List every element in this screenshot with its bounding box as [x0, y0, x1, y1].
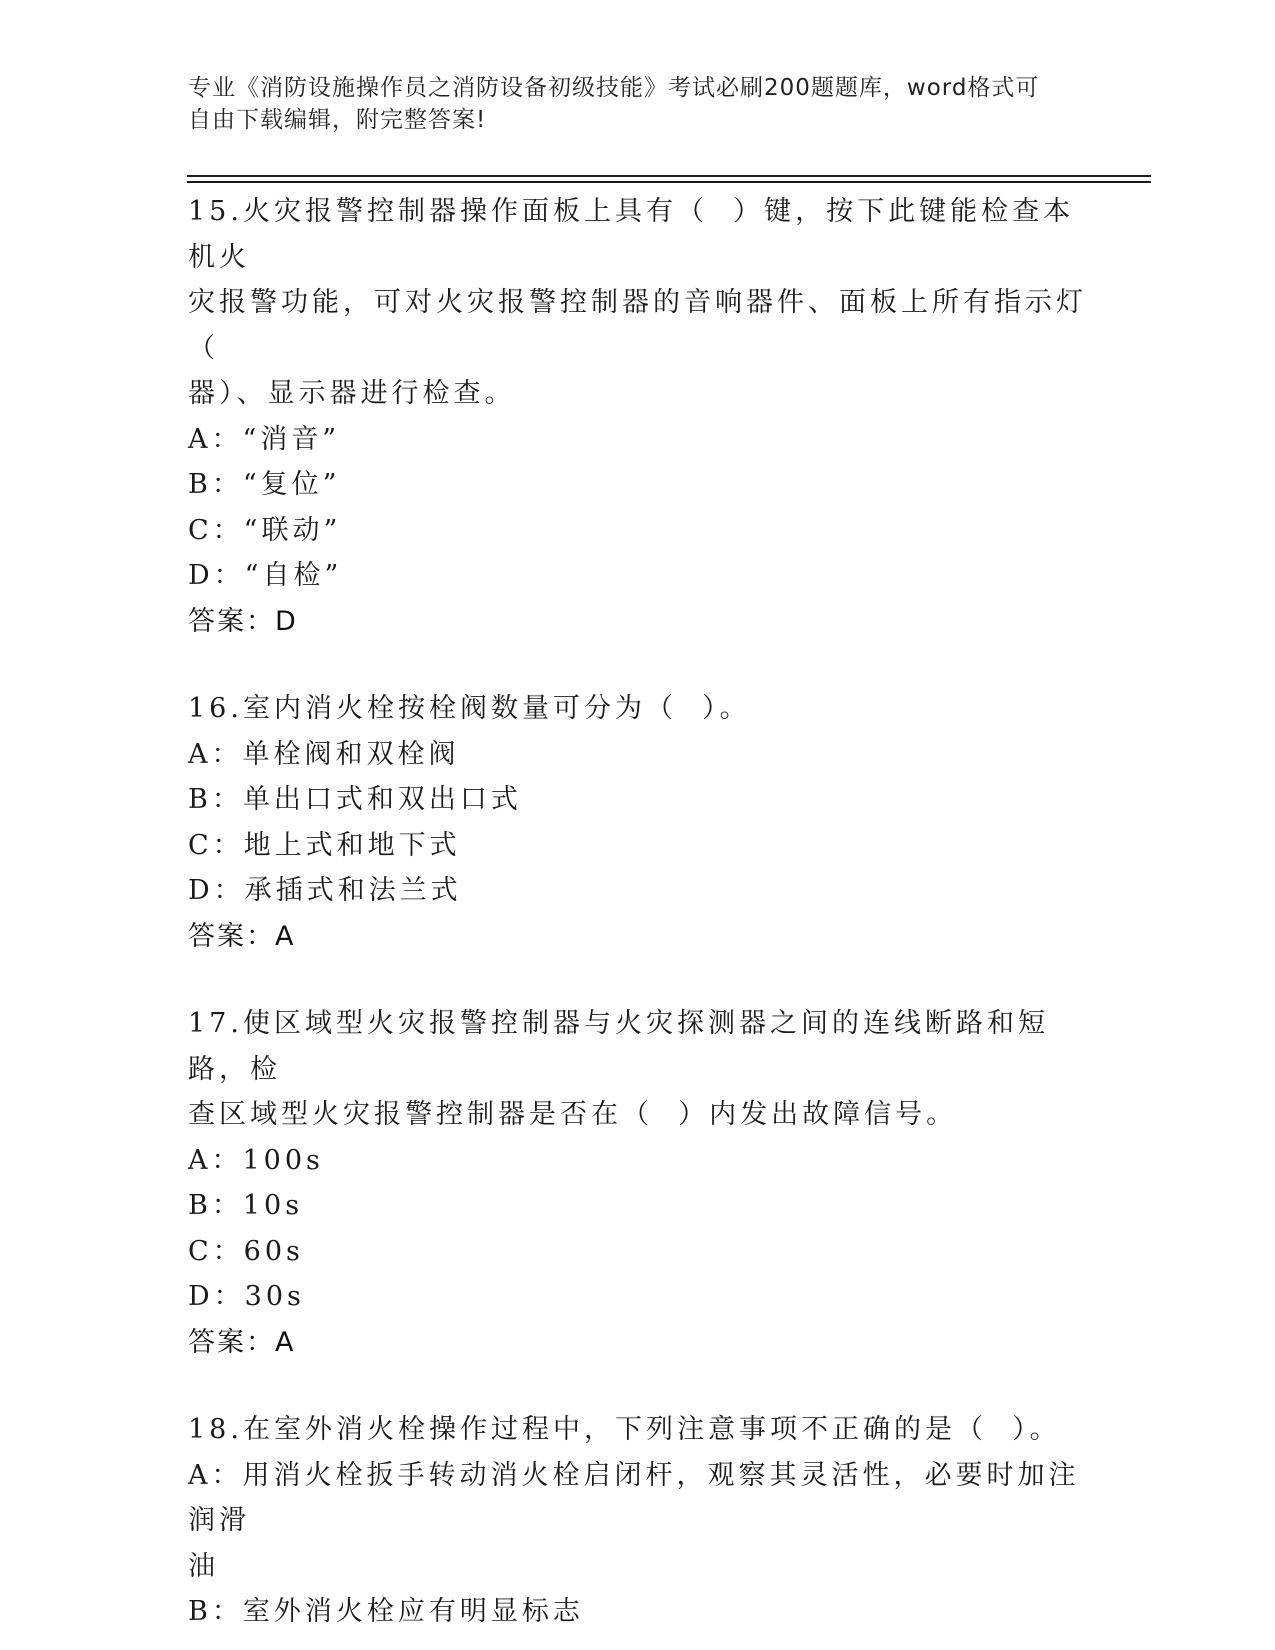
option-c: C：“联动”: [188, 514, 342, 546]
question-stem-line: 查区域型火灾报警控制器是否在（ ）内发出故障信号。: [188, 1099, 958, 1130]
option-d: D：“自检”: [188, 560, 343, 591]
option-b: B：10s: [188, 1190, 304, 1221]
question-15: [188, 189, 1088, 644]
option-b: B：室外消火栓应有明显标志: [188, 1596, 584, 1627]
header-line-1: 专业《消防设施操作员之消防设备初级技能》考试必刷200题题库，word格式可: [188, 75, 1040, 101]
option-d: D：30s: [188, 1281, 305, 1312]
question-stem-line: 器）、显示器进行检查。: [188, 378, 516, 409]
header-divider-bottom: [187, 181, 1151, 183]
question-list: [188, 189, 1088, 1635]
question-16: [188, 686, 1088, 959]
option-a: A：“消音”: [188, 423, 341, 455]
question-stem-line: 灾报警功能，可对火灾报警控制器的音响器件、面板上所有指示灯（: [188, 287, 1087, 364]
question-17: [188, 1001, 1088, 1365]
question-stem-line: 15.火灾报警控制器操作面板上具有（ ）键，按下此键能检查本机火: [188, 196, 1075, 273]
answer-line: 答案：A: [188, 920, 296, 952]
question-stem-line: 18.在室外消火栓操作过程中，下列注意事项不正确的是（ ）。: [188, 1414, 1061, 1445]
option-d: D：承插式和法兰式: [188, 875, 462, 906]
question-stem-line: 16.室内消火栓按栓阀数量可分为（ ）。: [188, 693, 751, 724]
option-a: A：100s: [188, 1144, 324, 1176]
option-a: A：用消火栓扳手转动消火栓启闭杆，观察其灵活性，必要时加注润滑: [188, 1459, 1080, 1536]
header-line-2: 自由下载编辑，附完整答案!: [188, 107, 487, 133]
document-header: [188, 72, 1068, 136]
option-c: C：地上式和地下式: [188, 829, 461, 861]
option-b: B：“复位”: [188, 469, 341, 500]
answer-line: 答案：D: [188, 605, 298, 637]
question-18: [188, 1407, 1088, 1635]
question-stem-line: 17.使区域型火灾报警控制器与火灾探测器之间的连线断路和短路，检: [188, 1008, 1049, 1085]
option-c: C：60s: [188, 1235, 304, 1267]
answer-line: 答案：A: [188, 1326, 296, 1358]
option-a: A：单栓阀和双栓阀: [188, 738, 460, 770]
option-b: B：单出口式和双出口式: [188, 784, 522, 815]
option-a-continuation: 油: [188, 1550, 219, 1582]
header-divider-top: [187, 175, 1151, 177]
